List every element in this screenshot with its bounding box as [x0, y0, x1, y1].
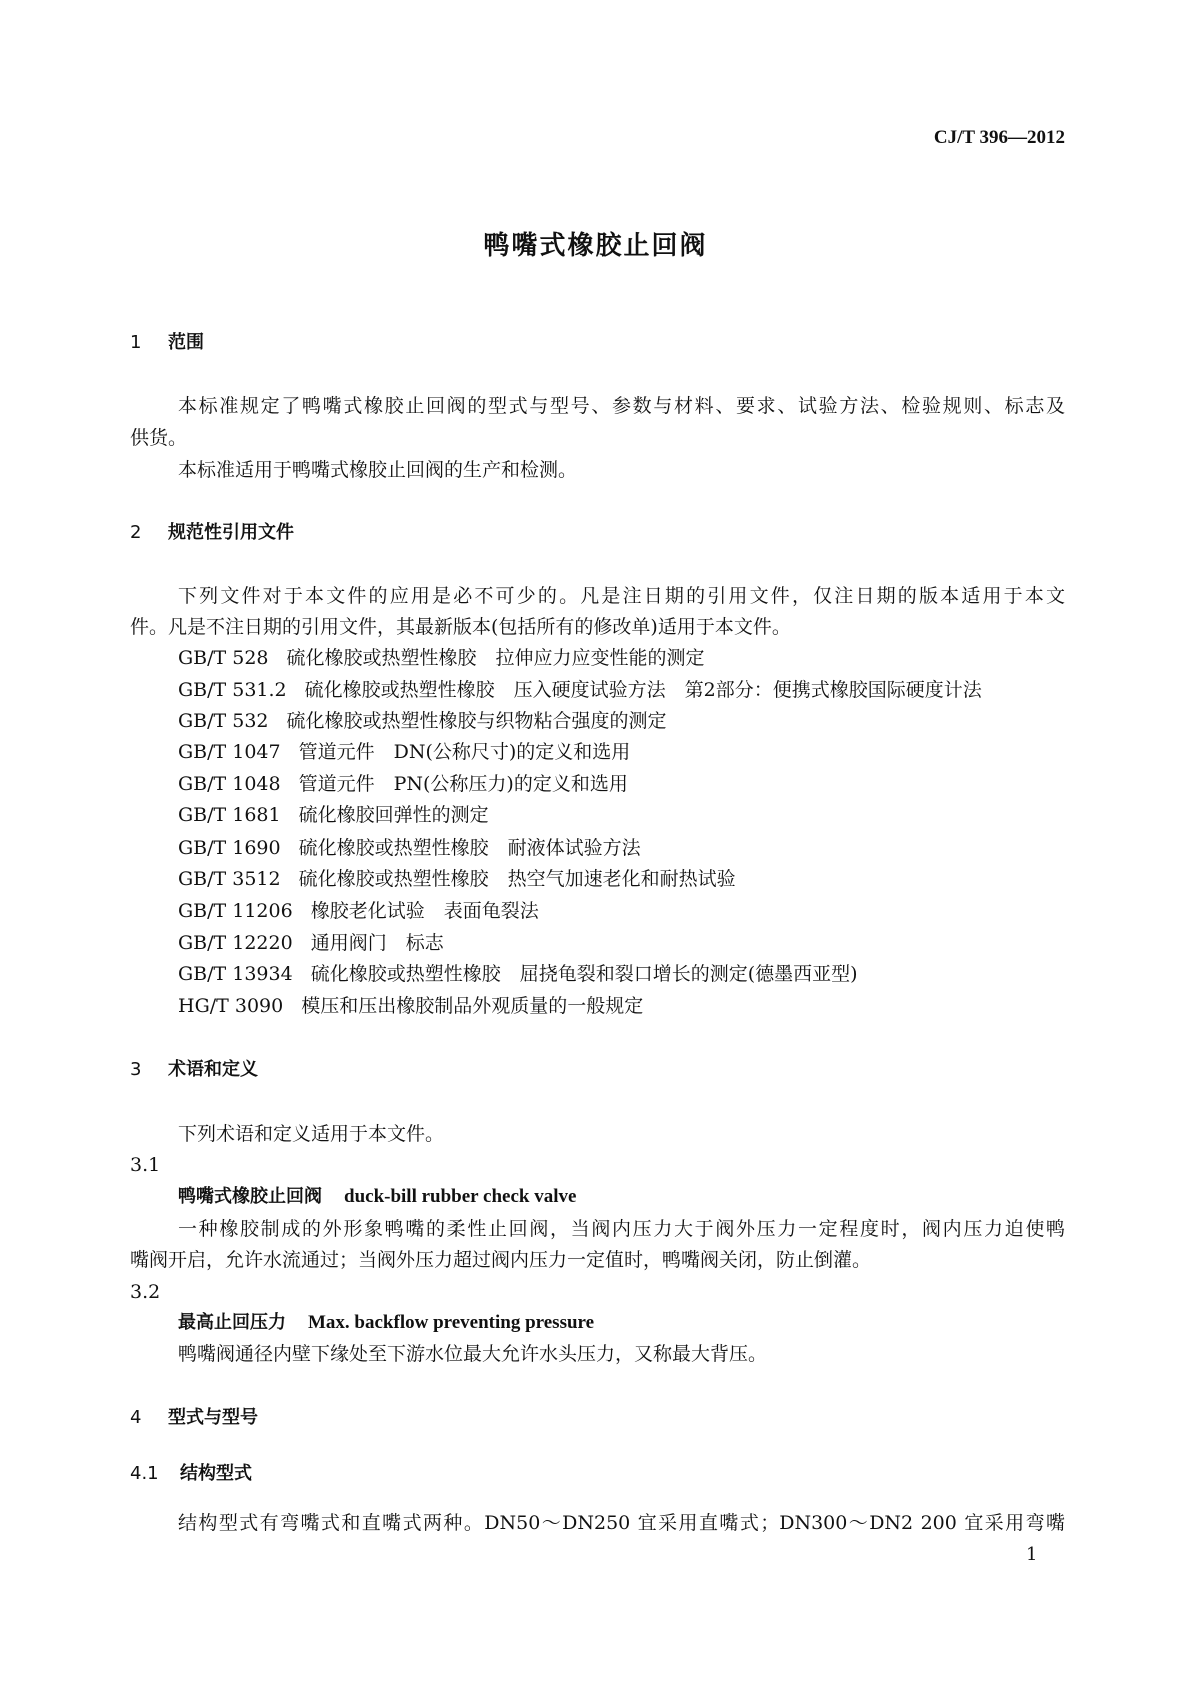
paragraph-line: 供货。	[130, 427, 188, 449]
reference-title: 硫化橡胶或热塑性橡胶 拉伸应力应变性能的测定	[286, 647, 705, 669]
reference-code: GB/T 1047	[178, 741, 281, 763]
subsection-number: 4.1	[130, 1463, 159, 1484]
reference-title: 硫化橡胶或热塑性橡胶与织物粘合强度的测定	[286, 710, 667, 732]
section-number: 3	[130, 1059, 142, 1080]
reference-item	[178, 709, 667, 733]
reference-item	[178, 994, 643, 1018]
paragraph: 本标准适用于鸭嘴式橡胶止回阀的生产和检测。	[178, 459, 578, 481]
definition: 鸭嘴阀通径内壁下缘处至下游水位最大允许水头压力，又称最大背压。	[178, 1343, 768, 1365]
reference-code: GB/T 12220	[178, 932, 293, 954]
paragraph: 下列术语和定义适用于本文件。	[178, 1123, 445, 1145]
reference-title: 硫化橡胶或热塑性橡胶 热空气加速老化和耐热试验	[298, 868, 736, 890]
reference-code: GB/T 532	[178, 710, 269, 732]
paragraph-line: 本标准规定了鸭嘴式橡胶止回阀的型式与型号、参数与材料、要求、试验方法、检验规则、标志及	[178, 395, 1065, 417]
reference-item	[178, 740, 630, 764]
reference-code: HG/T 3090	[178, 995, 284, 1017]
term-number: 3.1	[130, 1154, 161, 1176]
paragraph-line: 下列文件对于本文件的应用是必不可少的。凡是注日期的引用文件，仅注日期的版本适用于本文	[178, 585, 1065, 607]
reference-title: 硫化橡胶或热塑性橡胶 屈挠龟裂和裂口增长的测定(德墨西亚型)	[310, 963, 858, 985]
term-number: 3.2	[130, 1281, 161, 1303]
term-zh: 鸭嘴式橡胶止回阀	[178, 1186, 322, 1207]
reference-item	[178, 867, 736, 891]
term-heading	[178, 1311, 594, 1335]
document-title: 鸭嘴式橡胶止回阀	[483, 231, 708, 261]
term-zh: 最高止回压力	[178, 1312, 286, 1333]
reference-item	[178, 803, 489, 827]
section-2-heading	[130, 521, 294, 545]
subsection-title: 结构型式	[180, 1463, 252, 1484]
section-title: 规范性引用文件	[168, 522, 294, 543]
reference-code: GB/T 3512	[178, 868, 281, 890]
reference-code: GB/T 531.2	[178, 679, 287, 701]
reference-title: 通用阀门 标志	[310, 932, 444, 954]
section-title: 范围	[168, 332, 204, 353]
reference-code: GB/T 1048	[178, 773, 281, 795]
reference-code: GB/T 13934	[178, 963, 293, 985]
paragraph-line: 结构型式有弯嘴式和直嘴式两种。DN50～DN250 宜采用直嘴式；DN300～DN2 200 宜采用弯嘴	[178, 1512, 1065, 1534]
section-3-heading	[130, 1058, 258, 1082]
paragraph-line: 件。凡是不注日期的引用文件，其最新版本(包括所有的修改单)适用于本文件。	[130, 616, 791, 638]
section-title: 术语和定义	[168, 1059, 258, 1080]
term-heading	[178, 1185, 576, 1209]
reference-item	[178, 772, 628, 796]
reference-item	[178, 962, 858, 986]
definition-line: 嘴阀开启，允许水流通过；当阀外压力超过阀内压力一定值时，鸭嘴阀关闭，防止倒灌。	[130, 1249, 872, 1271]
reference-code: GB/T 1681	[178, 804, 281, 826]
reference-item	[178, 646, 705, 670]
reference-item	[178, 899, 539, 923]
section-4-heading	[130, 1406, 258, 1430]
reference-title: 硫化橡胶回弹性的测定	[298, 804, 489, 826]
section-number: 1	[130, 332, 142, 353]
reference-code: GB/T 528	[178, 647, 269, 669]
definition-line: 一种橡胶制成的外形象鸭嘴的柔性止回阀，当阀内压力大于阀外压力一定程度时，阀内压力迫使鸭	[178, 1218, 1065, 1240]
reference-code: GB/T 11206	[178, 900, 293, 922]
reference-title: 硫化橡胶或热塑性橡胶 耐液体试验方法	[298, 837, 641, 859]
section-number: 4	[130, 1407, 142, 1428]
section-title: 型式与型号	[168, 1407, 258, 1428]
page-number: 1	[1026, 1544, 1038, 1565]
reference-title: 管道元件 DN(公称尺寸)的定义和选用	[298, 741, 631, 763]
subsection-4-1-heading	[130, 1462, 252, 1486]
term-en: duck-bill rubber check valve	[344, 1186, 577, 1207]
term-en: Max. backflow preventing pressure	[308, 1312, 595, 1333]
reference-title: 硫化橡胶或热塑性橡胶 压入硬度试验方法 第2部分：便携式橡胶国际硬度计法	[304, 679, 982, 701]
reference-code: GB/T 1690	[178, 837, 281, 859]
reference-title: 模压和压出橡胶制品外观质量的一般规定	[301, 995, 644, 1017]
reference-item	[178, 678, 982, 702]
standard-code: CJ/T 396—2012	[933, 127, 1065, 148]
reference-item	[178, 931, 444, 955]
reference-title: 管道元件 PN(公称压力)的定义和选用	[298, 773, 628, 795]
section-number: 2	[130, 522, 142, 543]
reference-title: 橡胶老化试验 表面龟裂法	[310, 900, 539, 922]
reference-item	[178, 836, 641, 860]
section-1-heading	[130, 331, 204, 355]
